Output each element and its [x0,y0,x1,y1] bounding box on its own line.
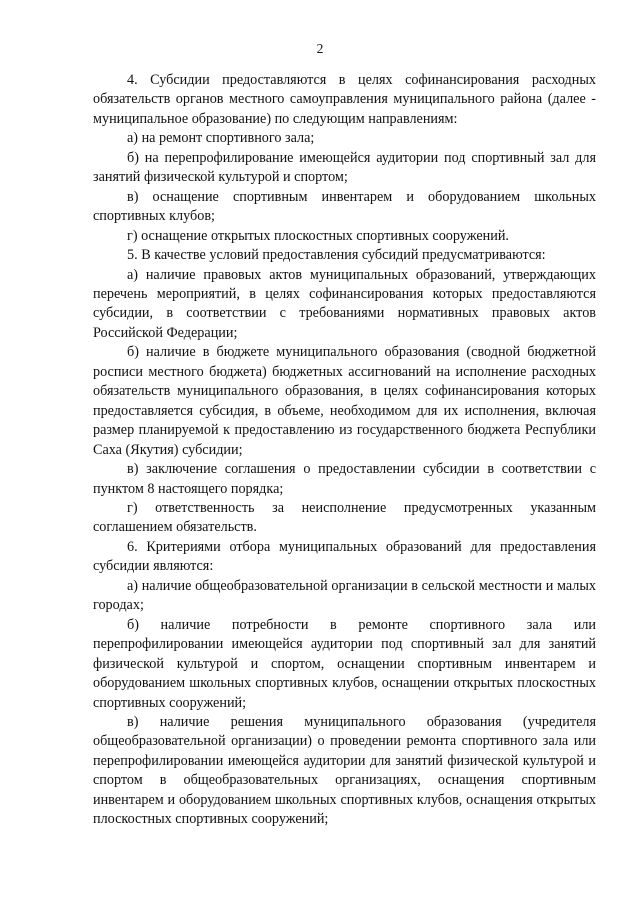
paragraph-5-intro: 5. В качестве условий предоставления субсидий предусматриваются: [127,247,546,264]
paragraph-5-item-g: г) ответственность за неисполнение предусмотренных указанным соглашением обязательств. [93,499,596,536]
paragraph-4-item-a: а) на ремонт спортивного зала; [127,130,315,147]
paragraph-4-item-g: г) оснащение открытых плоскостных спортивных сооружений. [127,227,509,244]
paragraph-5-item-b: б) наличие в бюджете муниципального образования (сводной бюджетной росписи местного бюджета) бюджетных ассигнований на исполнение расходных обязательств муниципального образования, в целях софинансирования которых предоставляется субсидия, в объеме, необходимом для их исполнения, включая размер планируемой к предоставлению из государственного бюджета Республики Саха (Якутия) субсидии; [93,344,596,458]
paragraph-6-intro: 6. Критериями отбора муниципальных образований для предоставления субсидии являются: [93,538,596,575]
paragraph-4-intro: 4. Субсидии предоставляются в целях софинансирования расходных обязательств органов местного самоуправления муниципального района (далее - муниципальное образование) по следующим направлениям: [93,72,596,127]
paragraph-6-item-b: б) наличие потребности в ремонте спортивного зала или перепрофилировании имеющейся аудитории под спортивный зал для занятий физической культурой и спортом, оснащении спортивным инвентарем и оборудованием школьных спортивных клубов, оснащении открытых плоскостных спортивных сооружений; [93,616,596,711]
paragraph-5-item-v: в) заключение соглашения о предоставлении субсидии в соответствии с пунктом 8 настоящего порядка; [93,461,596,497]
paragraph-5-item-a: а) наличие правовых актов муниципальных образований, утверждающих перечень мероприятий, в целях софинансирования которых предоставляются субсидии, в соответствии с требованиями нормативных правовых актов Российской Федерации; [93,266,596,341]
document-body [93,71,596,830]
page-number: 2 [316,41,324,56]
paragraph-6-item-a: а) наличие общеобразовательной организации в сельской местности и малых городах; [93,577,596,614]
paragraph-6-item-v: в) наличие решения муниципального образования (учредителя общеобразовательной организации) о проведении ремонта спортивного зала или перепрофилировании имеющейся аудитории для занятий физической культурой и спортом в общеобразовательных организациях, оснащения спортивным инвентарем и оборудованием школьных спортивных клубов, оснащения открытых плоскостных спортивных сооружений; [93,713,596,828]
paragraph-4-item-b: б) на перепрофилирование имеющейся аудитории под спортивный зал для занятий физической культурой и спортом; [93,149,596,186]
paragraph-4-item-v: в) оснащение спортивным инвентарем и оборудованием школьных спортивных клубов; [93,188,596,225]
